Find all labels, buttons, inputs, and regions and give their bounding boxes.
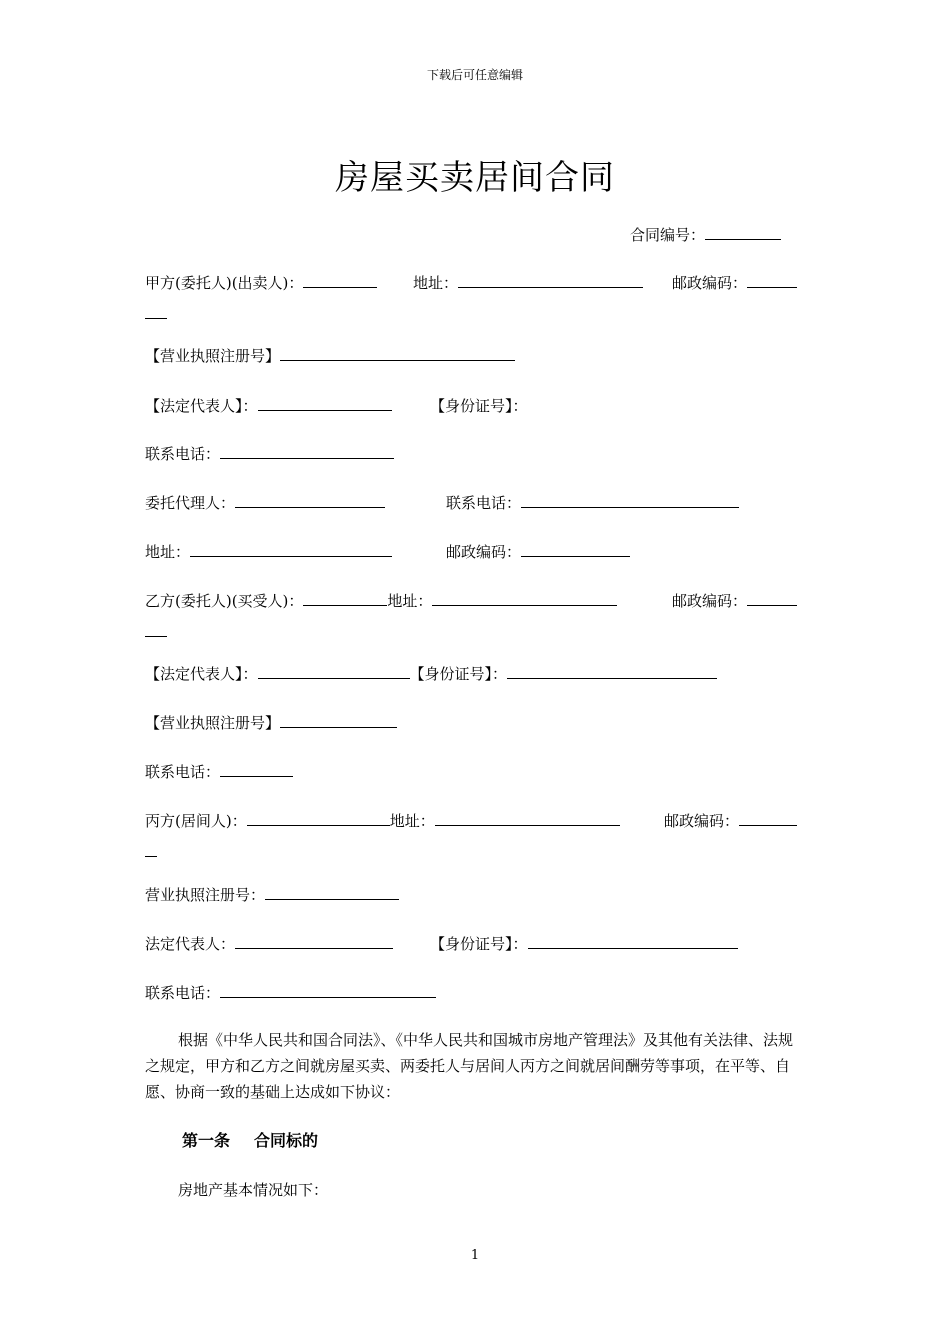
party-c-id-label: 【身份证号】：	[430, 935, 528, 953]
party-a-agent-postcode-row	[446, 542, 630, 562]
document-title: 房屋买卖居间合同	[335, 158, 615, 198]
party-c-license-row	[145, 885, 399, 905]
party-a-legal-rep-row	[145, 396, 392, 416]
header-note: 下载后可任意编辑	[426, 68, 523, 82]
party-a-agent-phone-blank[interactable]	[521, 493, 739, 508]
party-a-address-label: 地址：	[413, 274, 459, 292]
party-b-address-label: 地址：	[387, 592, 433, 610]
party-c-name-row	[145, 811, 620, 831]
party-a-phone-row	[145, 444, 394, 464]
party-a-id-row	[430, 396, 528, 416]
party-a-agent-label: 委托代理人：	[145, 494, 236, 512]
page-number: 1	[470, 1248, 480, 1263]
party-a-postcode-blank-cont[interactable]	[145, 304, 167, 319]
party-b-phone-blank[interactable]	[220, 762, 293, 777]
contract-no-label: 合同编号：	[630, 226, 706, 244]
party-a-legal-rep-blank[interactable]	[258, 396, 392, 411]
party-a-phone-blank[interactable]	[220, 444, 394, 459]
party-c-address-label: 地址：	[389, 812, 435, 830]
party-a-postcode-row	[672, 273, 797, 293]
party-c-name-blank[interactable]	[247, 811, 390, 826]
party-a-agent-postcode-blank[interactable]	[521, 542, 630, 557]
preamble-paragraph: 根据《中华人民共和国合同法》、《中华人民共和国城市房地产管理法》及其他有关法律、法规之规定，甲方和乙方之间就房屋买卖、两委托人与居间人丙方之间就居间酬劳等事项，在平等、自愿、协商一致的基础上达成如下协议：	[145, 1031, 794, 1101]
party-a-address-row	[413, 273, 643, 293]
party-b-name-blank[interactable]	[303, 591, 387, 606]
party-b-phone-label: 联系电话：	[145, 763, 221, 781]
party-a-address-blank[interactable]	[458, 273, 643, 288]
party-c-license-blank[interactable]	[265, 885, 399, 900]
party-b-legal-rep-label: 【法定代表人】：	[145, 665, 258, 683]
party-b-postcode-label: 邮政编码：	[672, 592, 748, 610]
party-c-postcode-blank[interactable]	[739, 811, 797, 826]
party-b-postcode-wrap	[145, 622, 167, 642]
party-c-address-blank[interactable]	[435, 811, 620, 826]
party-a-license-blank[interactable]	[280, 346, 515, 361]
party-c-postcode-row	[664, 811, 797, 831]
party-b-phone-row	[145, 762, 293, 782]
party-c-phone-row	[145, 983, 436, 1003]
contract-no-blank[interactable]	[705, 225, 781, 240]
party-a-postcode-label: 邮政编码：	[672, 274, 748, 292]
party-c-license-label: 营业执照注册号：	[145, 886, 266, 904]
article-1-number: 第一条	[182, 1131, 231, 1150]
party-b-address-blank[interactable]	[432, 591, 617, 606]
party-b-postcode-blank-cont[interactable]	[145, 622, 167, 637]
party-c-legal-rep-row	[145, 934, 393, 954]
party-c-phone-blank[interactable]	[220, 983, 436, 998]
party-a-name-blank[interactable]	[303, 273, 377, 288]
party-c-legal-rep-label: 法定代表人：	[145, 935, 236, 953]
party-b-legal-rep-row	[145, 664, 717, 684]
party-a-license-label: 【营业执照注册号】	[145, 347, 281, 365]
party-a-id-label: 【身份证号】：	[430, 397, 528, 415]
party-b-postcode-row	[672, 591, 797, 611]
party-b-id-blank[interactable]	[507, 664, 717, 679]
party-c-legal-rep-blank[interactable]	[235, 934, 393, 949]
party-a-name-row	[145, 273, 377, 293]
party-a-postcode-blank[interactable]	[747, 273, 797, 288]
party-b-license-blank[interactable]	[280, 713, 397, 728]
party-a-agent-phone-row	[446, 493, 739, 513]
party-b-license-row	[145, 713, 397, 733]
party-c-name-label: 丙方(居间人)：	[145, 812, 247, 830]
party-b-name-label: 乙方(委托人)(买受人)：	[145, 592, 304, 610]
contract-no-row	[630, 225, 781, 245]
party-b-license-label: 【营业执照注册号】	[145, 714, 281, 732]
party-a-legal-rep-label: 【法定代表人】：	[145, 397, 258, 415]
party-c-postcode-blank-cont[interactable]	[145, 842, 157, 857]
article-1-title: 合同标的	[254, 1131, 319, 1150]
party-a-agent-row	[145, 493, 385, 513]
party-b-name-row	[145, 591, 617, 611]
party-a-agent-address-label: 地址：	[145, 543, 191, 561]
party-b-postcode-blank[interactable]	[747, 591, 797, 606]
party-c-phone-label: 联系电话：	[145, 984, 221, 1002]
party-a-agent-address-blank[interactable]	[190, 542, 392, 557]
party-a-license-row	[145, 346, 515, 366]
party-b-id-label: 【身份证号】：	[409, 665, 508, 683]
party-a-agent-postcode-label: 邮政编码：	[446, 543, 522, 561]
party-a-postcode-wrap	[145, 304, 167, 324]
article-1-heading	[182, 1128, 318, 1151]
property-intro: 房地产基本情况如下：	[178, 1181, 329, 1199]
party-a-name-label: 甲方(委托人)(出卖人)：	[145, 274, 304, 292]
party-b-legal-rep-blank[interactable]	[258, 664, 410, 679]
party-a-agent-blank[interactable]	[235, 493, 385, 508]
party-c-id-blank[interactable]	[528, 934, 738, 949]
party-a-phone-label: 联系电话：	[145, 445, 221, 463]
party-a-agent-phone-label: 联系电话：	[446, 494, 522, 512]
party-c-id-row	[430, 934, 738, 954]
party-c-postcode-label: 邮政编码：	[664, 812, 740, 830]
party-a-agent-address-row	[145, 542, 392, 562]
party-c-postcode-wrap	[145, 842, 157, 862]
